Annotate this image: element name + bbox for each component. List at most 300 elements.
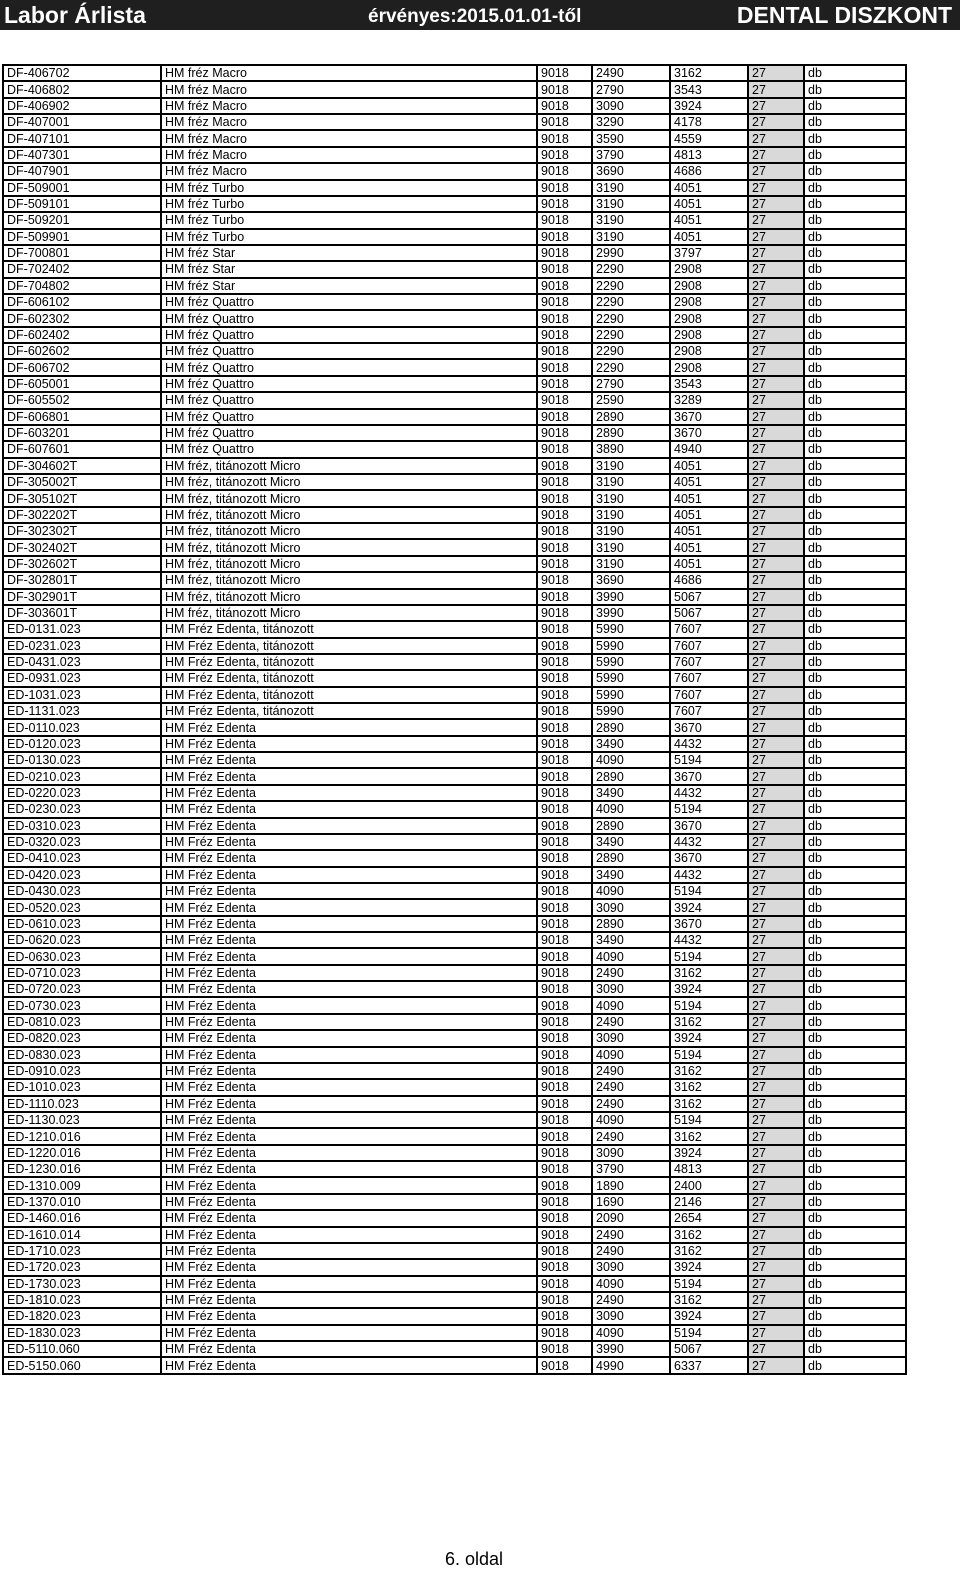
customs-code-cell: 9018 bbox=[537, 1227, 592, 1243]
product-code-cell: DF-302302T bbox=[3, 523, 161, 539]
product-name-cell: HM Fréz Edenta, titánozott bbox=[161, 621, 537, 637]
net-price-cell: 2090 bbox=[592, 1210, 670, 1226]
table-row bbox=[3, 1047, 906, 1063]
product-code-cell: ED-0320.023 bbox=[3, 834, 161, 850]
vat-rate-cell: 27 bbox=[748, 327, 804, 343]
unit-cell: db bbox=[804, 229, 906, 245]
net-price-cell: 4990 bbox=[592, 1357, 670, 1373]
vat-rate-cell: 27 bbox=[748, 605, 804, 621]
gross-price-cell: 4559 bbox=[670, 130, 748, 146]
table-row bbox=[3, 474, 906, 490]
unit-cell: db bbox=[804, 310, 906, 326]
gross-price-cell: 4813 bbox=[670, 147, 748, 163]
gross-price-cell: 3543 bbox=[670, 81, 748, 97]
vat-rate-cell: 27 bbox=[748, 130, 804, 146]
customs-code-cell: 9018 bbox=[537, 196, 592, 212]
customs-code-cell: 9018 bbox=[537, 294, 592, 310]
net-price-cell: 2290 bbox=[592, 359, 670, 375]
net-price-cell: 3090 bbox=[592, 1030, 670, 1046]
unit-cell: db bbox=[804, 245, 906, 261]
table-row bbox=[3, 65, 906, 81]
table-row bbox=[3, 1276, 906, 1292]
price-table-body bbox=[3, 65, 906, 1374]
table-row bbox=[3, 1145, 906, 1161]
vat-rate-cell: 27 bbox=[748, 932, 804, 948]
net-price-cell: 2290 bbox=[592, 294, 670, 310]
product-code-cell: ED-0720.023 bbox=[3, 981, 161, 997]
table-row bbox=[3, 801, 906, 817]
unit-cell: db bbox=[804, 1030, 906, 1046]
vat-rate-cell: 27 bbox=[748, 867, 804, 883]
vat-rate-cell: 27 bbox=[748, 294, 804, 310]
product-code-cell: ED-1210.016 bbox=[3, 1128, 161, 1144]
gross-price-cell: 6337 bbox=[670, 1357, 748, 1373]
gross-price-cell: 3162 bbox=[670, 1014, 748, 1030]
unit-cell: db bbox=[804, 490, 906, 506]
product-code-cell: ED-5110.060 bbox=[3, 1341, 161, 1357]
customs-code-cell: 9018 bbox=[537, 1161, 592, 1177]
product-name-cell: HM Fréz Edenta bbox=[161, 834, 537, 850]
product-name-cell: HM Fréz Edenta bbox=[161, 1292, 537, 1308]
product-name-cell: HM Fréz Edenta bbox=[161, 719, 537, 735]
customs-code-cell: 9018 bbox=[537, 899, 592, 915]
table-row bbox=[3, 490, 906, 506]
product-name-cell: HM fréz Star bbox=[161, 245, 537, 261]
customs-code-cell: 9018 bbox=[537, 441, 592, 457]
customs-code-cell: 9018 bbox=[537, 523, 592, 539]
table-row bbox=[3, 556, 906, 572]
table-row bbox=[3, 719, 906, 735]
gross-price-cell: 3162 bbox=[670, 1227, 748, 1243]
customs-code-cell: 9018 bbox=[537, 997, 592, 1013]
gross-price-cell: 5194 bbox=[670, 1325, 748, 1341]
product-code-cell: DF-406702 bbox=[3, 65, 161, 81]
vat-rate-cell: 27 bbox=[748, 883, 804, 899]
unit-cell: db bbox=[804, 1357, 906, 1373]
product-code-cell: DF-407901 bbox=[3, 163, 161, 179]
gross-price-cell: 4051 bbox=[670, 556, 748, 572]
unit-cell: db bbox=[804, 1047, 906, 1063]
table-row bbox=[3, 932, 906, 948]
customs-code-cell: 9018 bbox=[537, 801, 592, 817]
table-row bbox=[3, 294, 906, 310]
table-row bbox=[3, 850, 906, 866]
net-price-cell: 3490 bbox=[592, 932, 670, 948]
gross-price-cell: 5067 bbox=[670, 605, 748, 621]
product-name-cell: HM fréz, titánozott Micro bbox=[161, 539, 537, 555]
table-row bbox=[3, 1210, 906, 1226]
table-row bbox=[3, 409, 906, 425]
product-name-cell: HM fréz Star bbox=[161, 278, 537, 294]
product-name-cell: HM fréz Macro bbox=[161, 98, 537, 114]
table-row bbox=[3, 196, 906, 212]
table-row bbox=[3, 785, 906, 801]
vat-rate-cell: 27 bbox=[748, 65, 804, 81]
product-name-cell: HM Fréz Edenta, titánozott bbox=[161, 687, 537, 703]
product-name-cell: HM Fréz Edenta bbox=[161, 1096, 537, 1112]
unit-cell: db bbox=[804, 1341, 906, 1357]
customs-code-cell: 9018 bbox=[537, 670, 592, 686]
vat-rate-cell: 27 bbox=[748, 310, 804, 326]
table-row bbox=[3, 1063, 906, 1079]
customs-code-cell: 9018 bbox=[537, 130, 592, 146]
vat-rate-cell: 27 bbox=[748, 1357, 804, 1373]
table-row bbox=[3, 81, 906, 97]
net-price-cell: 5990 bbox=[592, 638, 670, 654]
table-row bbox=[3, 1079, 906, 1095]
customs-code-cell: 9018 bbox=[537, 180, 592, 196]
gross-price-cell: 3162 bbox=[670, 1128, 748, 1144]
product-name-cell: HM Fréz Edenta bbox=[161, 1047, 537, 1063]
net-price-cell: 2890 bbox=[592, 818, 670, 834]
product-name-cell: HM Fréz Edenta, titánozott bbox=[161, 654, 537, 670]
product-name-cell: HM Fréz Edenta bbox=[161, 1128, 537, 1144]
product-code-cell: ED-1830.023 bbox=[3, 1325, 161, 1341]
unit-cell: db bbox=[804, 1292, 906, 1308]
product-code-cell: DF-509101 bbox=[3, 196, 161, 212]
net-price-cell: 3190 bbox=[592, 196, 670, 212]
customs-code-cell: 9018 bbox=[537, 916, 592, 932]
net-price-cell: 5990 bbox=[592, 703, 670, 719]
net-price-cell: 3490 bbox=[592, 785, 670, 801]
net-price-cell: 3190 bbox=[592, 229, 670, 245]
customs-code-cell: 9018 bbox=[537, 490, 592, 506]
customs-code-cell: 9018 bbox=[537, 1243, 592, 1259]
product-code-cell: ED-1220.016 bbox=[3, 1145, 161, 1161]
gross-price-cell: 4051 bbox=[670, 458, 748, 474]
net-price-cell: 3190 bbox=[592, 490, 670, 506]
customs-code-cell: 9018 bbox=[537, 147, 592, 163]
product-code-cell: DF-302602T bbox=[3, 556, 161, 572]
customs-code-cell: 9018 bbox=[537, 376, 592, 392]
net-price-cell: 2890 bbox=[592, 409, 670, 425]
product-name-cell: HM Fréz Edenta bbox=[161, 1145, 537, 1161]
product-name-cell: HM Fréz Edenta bbox=[161, 785, 537, 801]
vat-rate-cell: 27 bbox=[748, 572, 804, 588]
product-name-cell: HM Fréz Edenta bbox=[161, 1243, 537, 1259]
product-name-cell: HM fréz, titánozott Micro bbox=[161, 490, 537, 506]
table-row bbox=[3, 163, 906, 179]
unit-cell: db bbox=[804, 1243, 906, 1259]
product-name-cell: HM Fréz Edenta bbox=[161, 1030, 537, 1046]
gross-price-cell: 5194 bbox=[670, 1276, 748, 1292]
product-code-cell: ED-0420.023 bbox=[3, 867, 161, 883]
vat-rate-cell: 27 bbox=[748, 1014, 804, 1030]
table-row bbox=[3, 458, 906, 474]
table-row bbox=[3, 310, 906, 326]
vat-rate-cell: 27 bbox=[748, 163, 804, 179]
gross-price-cell: 4051 bbox=[670, 539, 748, 555]
vat-rate-cell: 27 bbox=[748, 981, 804, 997]
product-code-cell: DF-509901 bbox=[3, 229, 161, 245]
unit-cell: db bbox=[804, 114, 906, 130]
gross-price-cell: 5194 bbox=[670, 883, 748, 899]
product-code-cell: ED-1810.023 bbox=[3, 1292, 161, 1308]
product-name-cell: HM fréz Quattro bbox=[161, 359, 537, 375]
net-price-cell: 2890 bbox=[592, 719, 670, 735]
table-row bbox=[3, 147, 906, 163]
gross-price-cell: 5194 bbox=[670, 752, 748, 768]
unit-cell: db bbox=[804, 1325, 906, 1341]
gross-price-cell: 5067 bbox=[670, 1341, 748, 1357]
vat-rate-cell: 27 bbox=[748, 948, 804, 964]
gross-price-cell: 3924 bbox=[670, 1030, 748, 1046]
net-price-cell: 3190 bbox=[592, 458, 670, 474]
net-price-cell: 3690 bbox=[592, 572, 670, 588]
unit-cell: db bbox=[804, 703, 906, 719]
product-name-cell: HM Fréz Edenta, titánozott bbox=[161, 703, 537, 719]
product-code-cell: ED-1130.023 bbox=[3, 1112, 161, 1128]
table-row bbox=[3, 670, 906, 686]
product-code-cell: ED-1131.023 bbox=[3, 703, 161, 719]
product-code-cell: ED-0810.023 bbox=[3, 1014, 161, 1030]
product-name-cell: HM fréz Quattro bbox=[161, 392, 537, 408]
product-code-cell: ED-0610.023 bbox=[3, 916, 161, 932]
product-name-cell: HM fréz Turbo bbox=[161, 180, 537, 196]
customs-code-cell: 9018 bbox=[537, 621, 592, 637]
product-name-cell: HM fréz Turbo bbox=[161, 229, 537, 245]
product-code-cell: ED-0630.023 bbox=[3, 948, 161, 964]
unit-cell: db bbox=[804, 834, 906, 850]
net-price-cell: 2990 bbox=[592, 245, 670, 261]
table-row bbox=[3, 1227, 906, 1243]
gross-price-cell: 3670 bbox=[670, 850, 748, 866]
table-row bbox=[3, 981, 906, 997]
unit-cell: db bbox=[804, 981, 906, 997]
net-price-cell: 2490 bbox=[592, 1292, 670, 1308]
unit-cell: db bbox=[804, 1177, 906, 1193]
net-price-cell: 4090 bbox=[592, 1112, 670, 1128]
net-price-cell: 2890 bbox=[592, 916, 670, 932]
table-row bbox=[3, 425, 906, 441]
product-name-cell: HM fréz, titánozott Micro bbox=[161, 523, 537, 539]
product-code-cell: ED-1730.023 bbox=[3, 1276, 161, 1292]
product-code-cell: ED-1610.014 bbox=[3, 1227, 161, 1243]
gross-price-cell: 7607 bbox=[670, 703, 748, 719]
unit-cell: db bbox=[804, 867, 906, 883]
unit-cell: db bbox=[804, 556, 906, 572]
table-row bbox=[3, 278, 906, 294]
net-price-cell: 4090 bbox=[592, 997, 670, 1013]
product-code-cell: ED-1310.009 bbox=[3, 1177, 161, 1193]
product-code-cell: DF-602402 bbox=[3, 327, 161, 343]
net-price-cell: 3190 bbox=[592, 523, 670, 539]
unit-cell: db bbox=[804, 768, 906, 784]
unit-cell: db bbox=[804, 425, 906, 441]
vat-rate-cell: 27 bbox=[748, 589, 804, 605]
customs-code-cell: 9018 bbox=[537, 1308, 592, 1324]
customs-code-cell: 9018 bbox=[537, 65, 592, 81]
product-name-cell: HM fréz Quattro bbox=[161, 409, 537, 425]
net-price-cell: 2490 bbox=[592, 1063, 670, 1079]
vat-rate-cell: 27 bbox=[748, 458, 804, 474]
table-row bbox=[3, 883, 906, 899]
gross-price-cell: 3162 bbox=[670, 1292, 748, 1308]
gross-price-cell: 2908 bbox=[670, 310, 748, 326]
table-row bbox=[3, 687, 906, 703]
net-price-cell: 3490 bbox=[592, 736, 670, 752]
customs-code-cell: 9018 bbox=[537, 605, 592, 621]
product-code-cell: ED-0230.023 bbox=[3, 801, 161, 817]
customs-code-cell: 9018 bbox=[537, 425, 592, 441]
net-price-cell: 5990 bbox=[592, 670, 670, 686]
unit-cell: db bbox=[804, 507, 906, 523]
net-price-cell: 3090 bbox=[592, 98, 670, 114]
unit-cell: db bbox=[804, 638, 906, 654]
product-code-cell: ED-0431.023 bbox=[3, 654, 161, 670]
net-price-cell: 2290 bbox=[592, 310, 670, 326]
unit-cell: db bbox=[804, 196, 906, 212]
unit-cell: db bbox=[804, 1276, 906, 1292]
customs-code-cell: 9018 bbox=[537, 850, 592, 866]
vat-rate-cell: 27 bbox=[748, 114, 804, 130]
product-code-cell: ED-1820.023 bbox=[3, 1308, 161, 1324]
product-code-cell: ED-1460.016 bbox=[3, 1210, 161, 1226]
product-name-cell: HM Fréz Edenta bbox=[161, 1177, 537, 1193]
gross-price-cell: 4432 bbox=[670, 834, 748, 850]
product-code-cell: ED-0120.023 bbox=[3, 736, 161, 752]
unit-cell: db bbox=[804, 621, 906, 637]
unit-cell: db bbox=[804, 523, 906, 539]
gross-price-cell: 4051 bbox=[670, 212, 748, 228]
customs-code-cell: 9018 bbox=[537, 981, 592, 997]
page-header bbox=[0, 0, 960, 30]
table-row bbox=[3, 1030, 906, 1046]
product-code-cell: DF-305002T bbox=[3, 474, 161, 490]
net-price-cell: 3190 bbox=[592, 556, 670, 572]
net-price-cell: 3190 bbox=[592, 539, 670, 555]
customs-code-cell: 9018 bbox=[537, 1096, 592, 1112]
product-code-cell: ED-0820.023 bbox=[3, 1030, 161, 1046]
net-price-cell: 2490 bbox=[592, 1227, 670, 1243]
product-name-cell: HM Fréz Edenta bbox=[161, 981, 537, 997]
customs-code-cell: 9018 bbox=[537, 1259, 592, 1275]
product-code-cell: ED-0430.023 bbox=[3, 883, 161, 899]
gross-price-cell: 5194 bbox=[670, 997, 748, 1013]
unit-cell: db bbox=[804, 1227, 906, 1243]
vat-rate-cell: 27 bbox=[748, 81, 804, 97]
customs-code-cell: 9018 bbox=[537, 1341, 592, 1357]
table-row bbox=[3, 1161, 906, 1177]
vat-rate-cell: 27 bbox=[748, 818, 804, 834]
customs-code-cell: 9018 bbox=[537, 474, 592, 490]
vat-rate-cell: 27 bbox=[748, 425, 804, 441]
unit-cell: db bbox=[804, 441, 906, 457]
table-row bbox=[3, 261, 906, 277]
unit-cell: db bbox=[804, 1145, 906, 1161]
customs-code-cell: 9018 bbox=[537, 768, 592, 784]
product-code-cell: ED-1370.010 bbox=[3, 1194, 161, 1210]
unit-cell: db bbox=[804, 965, 906, 981]
product-code-cell: ED-1110.023 bbox=[3, 1096, 161, 1112]
product-code-cell: DF-702402 bbox=[3, 261, 161, 277]
vat-rate-cell: 27 bbox=[748, 343, 804, 359]
vat-rate-cell: 27 bbox=[748, 147, 804, 163]
gross-price-cell: 3162 bbox=[670, 1063, 748, 1079]
table-row bbox=[3, 212, 906, 228]
unit-cell: db bbox=[804, 932, 906, 948]
vat-rate-cell: 27 bbox=[748, 490, 804, 506]
product-name-cell: HM fréz Quattro bbox=[161, 310, 537, 326]
unit-cell: db bbox=[804, 719, 906, 735]
net-price-cell: 4090 bbox=[592, 1276, 670, 1292]
product-code-cell: DF-509201 bbox=[3, 212, 161, 228]
gross-price-cell: 3670 bbox=[670, 768, 748, 784]
product-name-cell: HM fréz, titánozott Micro bbox=[161, 589, 537, 605]
customs-code-cell: 9018 bbox=[537, 1014, 592, 1030]
vat-rate-cell: 27 bbox=[748, 1308, 804, 1324]
gross-price-cell: 4432 bbox=[670, 867, 748, 883]
unit-cell: db bbox=[804, 1079, 906, 1095]
unit-cell: db bbox=[804, 801, 906, 817]
net-price-cell: 1690 bbox=[592, 1194, 670, 1210]
vat-rate-cell: 27 bbox=[748, 1276, 804, 1292]
product-code-cell: DF-605502 bbox=[3, 392, 161, 408]
product-code-cell: ED-0110.023 bbox=[3, 719, 161, 735]
customs-code-cell: 9018 bbox=[537, 392, 592, 408]
product-name-cell: HM fréz Macro bbox=[161, 147, 537, 163]
net-price-cell: 2490 bbox=[592, 1079, 670, 1095]
gross-price-cell: 4051 bbox=[670, 474, 748, 490]
gross-price-cell: 4686 bbox=[670, 572, 748, 588]
gross-price-cell: 3924 bbox=[670, 1145, 748, 1161]
unit-cell: db bbox=[804, 850, 906, 866]
table-row bbox=[3, 997, 906, 1013]
vat-rate-cell: 27 bbox=[748, 229, 804, 245]
customs-code-cell: 9018 bbox=[537, 638, 592, 654]
vat-rate-cell: 27 bbox=[748, 703, 804, 719]
unit-cell: db bbox=[804, 294, 906, 310]
customs-code-cell: 9018 bbox=[537, 507, 592, 523]
product-name-cell: HM Fréz Edenta bbox=[161, 736, 537, 752]
vat-rate-cell: 27 bbox=[748, 785, 804, 801]
gross-price-cell: 7607 bbox=[670, 621, 748, 637]
net-price-cell: 2590 bbox=[592, 392, 670, 408]
net-price-cell: 3490 bbox=[592, 867, 670, 883]
product-code-cell: ED-0130.023 bbox=[3, 752, 161, 768]
table-row bbox=[3, 638, 906, 654]
unit-cell: db bbox=[804, 1063, 906, 1079]
gross-price-cell: 3924 bbox=[670, 899, 748, 915]
product-code-cell: DF-407001 bbox=[3, 114, 161, 130]
gross-price-cell: 3670 bbox=[670, 916, 748, 932]
header-company: DENTAL DISZKONT bbox=[736, 2, 952, 28]
product-code-cell: DF-509001 bbox=[3, 180, 161, 196]
vat-rate-cell: 27 bbox=[748, 376, 804, 392]
product-name-cell: HM Fréz Edenta bbox=[161, 1341, 537, 1357]
gross-price-cell: 3670 bbox=[670, 425, 748, 441]
vat-rate-cell: 27 bbox=[748, 670, 804, 686]
product-name-cell: HM fréz, titánozott Micro bbox=[161, 605, 537, 621]
vat-rate-cell: 27 bbox=[748, 621, 804, 637]
unit-cell: db bbox=[804, 130, 906, 146]
gross-price-cell: 5194 bbox=[670, 1047, 748, 1063]
customs-code-cell: 9018 bbox=[537, 883, 592, 899]
product-name-cell: HM Fréz Edenta bbox=[161, 1308, 537, 1324]
vat-rate-cell: 27 bbox=[748, 523, 804, 539]
product-code-cell: ED-0220.023 bbox=[3, 785, 161, 801]
gross-price-cell: 4051 bbox=[670, 507, 748, 523]
customs-code-cell: 9018 bbox=[537, 1079, 592, 1095]
product-name-cell: HM Fréz Edenta bbox=[161, 1079, 537, 1095]
gross-price-cell: 7607 bbox=[670, 638, 748, 654]
product-code-cell: DF-302202T bbox=[3, 507, 161, 523]
customs-code-cell: 9018 bbox=[537, 556, 592, 572]
vat-rate-cell: 27 bbox=[748, 899, 804, 915]
product-name-cell: HM Fréz Edenta bbox=[161, 883, 537, 899]
gross-price-cell: 3162 bbox=[670, 965, 748, 981]
customs-code-cell: 9018 bbox=[537, 245, 592, 261]
